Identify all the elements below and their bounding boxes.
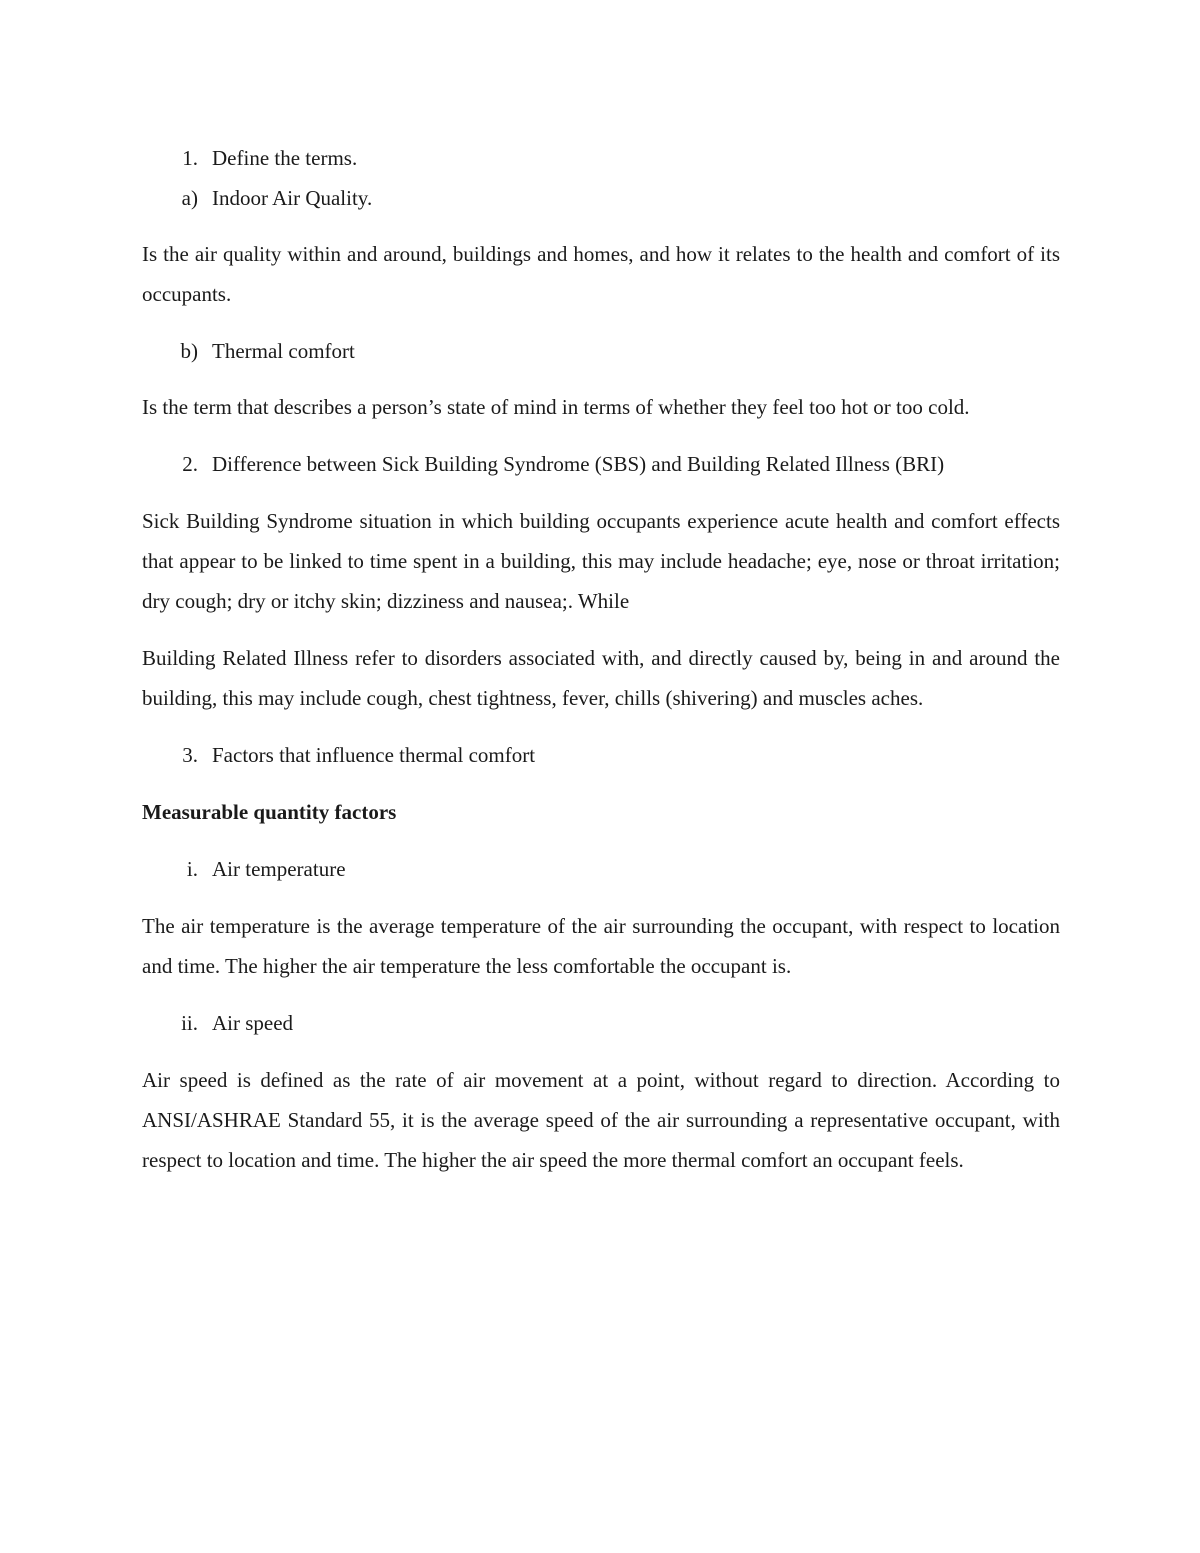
- q2-title: Difference between Sick Building Syndrome (SBS) and Building Related Illness (BRI): [212, 452, 945, 476]
- list-item-q2: [142, 444, 1060, 484]
- list-marker: 3.: [182, 743, 198, 767]
- air-temperature-body: The air temperature is the average temperature of the air surrounding the occupant, with respect to location and time. The higher the air temperature the less comfortable the occupant is.: [142, 914, 1060, 978]
- q1a-title: Indoor Air Quality.: [212, 186, 373, 210]
- list-marker: b): [180, 339, 198, 363]
- list-item-air-temperature: [142, 849, 1060, 889]
- q3-title: Factors that influence thermal comfort: [212, 743, 536, 767]
- list-item-air-speed: [142, 1003, 1060, 1043]
- sbs-paragraph: Sick Building Syndrome situation in which building occupants experience acute health and comfort effects that appear to be linked to time spent in a building, this may include headache; eye, nose or throat irritation; dry cough; dry or itchy skin; dizziness and nausea;. While: [142, 509, 1060, 613]
- list-marker: ii.: [181, 1011, 198, 1035]
- list-marker: i.: [186, 857, 198, 881]
- q1b-body: Is the term that describes a person’s state of mind in terms of whether they feel too hot or too cold.: [142, 395, 970, 419]
- q1b-title: Thermal comfort: [212, 339, 355, 363]
- air-speed-body: Air speed is defined as the rate of air movement at a point, without regard to direction. According to ANSI/ASHRAE Standard 55, it is the average speed of the air surrounding a representative occupant, with respect to location and time. The higher the air speed the more thermal comfort an occupant feels.: [142, 1068, 1060, 1172]
- list-item-q1: [142, 138, 1060, 178]
- list-item-q3: [142, 735, 1060, 775]
- document-content: [142, 138, 1060, 1180]
- q1a-body: Is the air quality within and around, buildings and homes, and how it relates to the health and comfort of its occupants.: [142, 242, 1060, 306]
- list-item-q1b: [142, 331, 1060, 371]
- q1-title: Define the terms.: [212, 146, 358, 170]
- air-temperature-title: Air temperature: [212, 857, 346, 881]
- bri-paragraph: Building Related Illness refer to disorders associated with, and directly caused by, being in and around the building, this may include cough, chest tightness, fever, chills (shivering) and muscles aches.: [142, 646, 1060, 710]
- list-marker: a): [181, 186, 198, 210]
- section-heading: Measurable quantity factors: [142, 800, 397, 824]
- list-marker: 1.: [182, 146, 198, 170]
- list-item-q1a: [142, 178, 1060, 218]
- list-marker: 2.: [182, 452, 198, 476]
- air-speed-title: Air speed: [212, 1011, 294, 1035]
